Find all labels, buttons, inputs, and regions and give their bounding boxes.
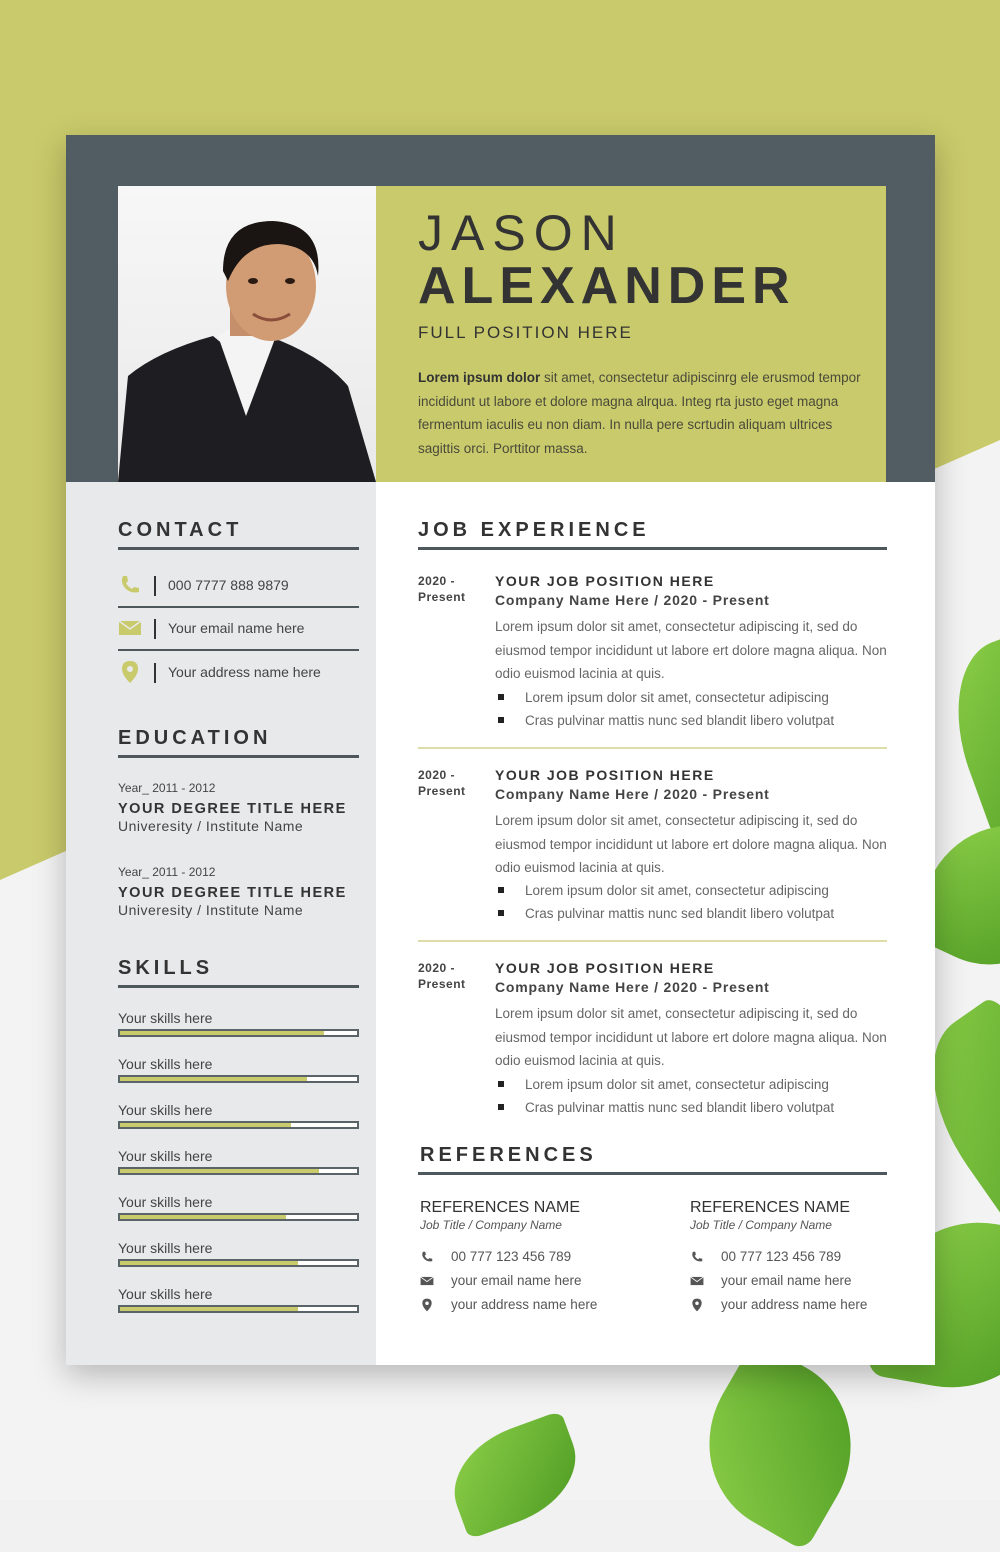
- reference-address-text: your address name here: [721, 1297, 868, 1312]
- contact-separator: [118, 649, 359, 651]
- job-date-end: Present: [418, 590, 466, 604]
- contact-phone: [118, 567, 359, 607]
- skill-item: [118, 1194, 359, 1230]
- contact-address-text: Your address name here: [168, 664, 321, 680]
- job-separator: [418, 747, 887, 749]
- job-date-end: Present: [418, 784, 466, 798]
- job-bullet: [495, 883, 829, 898]
- skill-bar-fill: [120, 1215, 286, 1219]
- reference-phone-text: 00 777 123 456 789: [451, 1249, 572, 1264]
- divider: [154, 619, 156, 639]
- profile-photo: [118, 186, 376, 482]
- skill-label: Your skills here: [118, 1148, 213, 1164]
- reference-phone-text: 00 777 123 456 789: [721, 1249, 842, 1264]
- skills-rule: [118, 985, 359, 988]
- skill-bar-fill: [120, 1307, 298, 1311]
- skill-item: [118, 1102, 359, 1138]
- reference-item: [690, 1199, 900, 1312]
- profile-summary: [418, 366, 868, 460]
- education-item: [118, 865, 368, 918]
- skill-label: Your skills here: [118, 1102, 213, 1118]
- position-title: FULL POSITION HERE: [418, 323, 633, 342]
- bullet-icon: [498, 717, 504, 723]
- bullet-icon: [498, 910, 504, 916]
- job-bullet-text: Cras pulvinar mattis nunc sed blandit libero volutpat: [525, 713, 835, 728]
- job-bullet-text: Lorem ipsum dolor sit amet, consectetur adipiscing: [525, 690, 829, 705]
- contact-email: [118, 610, 359, 650]
- email-icon: [690, 1274, 704, 1288]
- email-icon: [420, 1274, 434, 1288]
- phone-icon: [118, 573, 142, 597]
- job-date-start: 2020 -: [418, 961, 456, 975]
- skill-bar: [118, 1075, 359, 1083]
- phone-icon: [420, 1250, 434, 1264]
- skill-bar: [118, 1259, 359, 1267]
- job-date: [418, 767, 466, 799]
- job-bullet-text: Cras pulvinar mattis nunc sed blandit libero volutpat: [525, 906, 835, 921]
- email-icon: [118, 616, 142, 640]
- contact-separator: [118, 606, 359, 608]
- location-icon: [420, 1298, 434, 1312]
- reference-job: Job Title / Company Name: [690, 1218, 832, 1232]
- person-portrait-icon: [118, 186, 376, 482]
- job-bullet: [495, 713, 834, 728]
- job-bullet: [495, 1100, 834, 1115]
- job-company: Company Name Here / 2020 - Present: [495, 786, 770, 802]
- education-item: [118, 781, 368, 834]
- job-bullet-text: Lorem ipsum dolor sit amet, consectetur adipiscing: [525, 1077, 829, 1092]
- contact-address: [118, 654, 359, 694]
- job-description: Lorem ipsum dolor sit amet, consectetur adipiscing it, sed do eiusmod tempor incididunt ut labore ert dolore magna aliqua. Non odio euismod lacinia at quis.: [495, 813, 887, 875]
- contact-phone-text: 000 7777 888 9879: [168, 577, 289, 593]
- skill-item: [118, 1056, 359, 1092]
- job-title: YOUR JOB POSITION HERE: [495, 767, 715, 783]
- contact-title: CONTACT: [118, 519, 243, 541]
- education-degree: YOUR DEGREE TITLE HERE: [118, 801, 347, 817]
- job-date: [418, 960, 466, 992]
- job-bullet-text: Cras pulvinar mattis nunc sed blandit libero volutpat: [525, 1100, 835, 1115]
- job-company: Company Name Here / 2020 - Present: [495, 592, 770, 608]
- skill-label: Your skills here: [118, 1286, 213, 1302]
- first-name: JASON: [418, 205, 625, 261]
- reference-job: Job Title / Company Name: [420, 1218, 562, 1232]
- education-institute: Univeresity / Institute Name: [118, 902, 304, 918]
- job-title: YOUR JOB POSITION HERE: [495, 573, 715, 589]
- job-company: Company Name Here / 2020 - Present: [495, 979, 770, 995]
- job-bullet: [495, 690, 829, 705]
- contact-rule: [118, 547, 359, 550]
- phone-icon: [690, 1250, 704, 1264]
- education-rule: [118, 755, 359, 758]
- skill-bar-fill: [120, 1123, 291, 1127]
- location-icon: [690, 1298, 704, 1312]
- divider: [154, 576, 156, 596]
- job-date: [418, 573, 466, 605]
- experience-title: JOB EXPERIENCE: [418, 519, 650, 541]
- education-title: EDUCATION: [118, 727, 272, 749]
- skill-bar-fill: [120, 1261, 298, 1265]
- reference-item: [420, 1199, 630, 1312]
- reference-email-text: your email name here: [451, 1273, 582, 1288]
- bullet-icon: [498, 1104, 504, 1110]
- skill-item: [118, 1240, 359, 1276]
- reference-name: REFERENCES NAME: [420, 1199, 581, 1216]
- skill-bar-fill: [120, 1077, 307, 1081]
- summary-text: sit amet, consectetur adipiscinrg ele erusmod tempor incididunt ut labore et dolore magna alrqua. Integ rta justo eget magna fermentum iaculis eu non diam. In nulla pere scrtudin aliquam ultrices sagittis orci. Porttitor massa.: [418, 370, 861, 456]
- bullet-icon: [498, 887, 504, 893]
- skill-label: Your skills here: [118, 1056, 213, 1072]
- summary-lead: Lorem ipsum dolor: [418, 370, 541, 385]
- skill-item: [118, 1010, 359, 1046]
- job-bullet: [495, 1077, 829, 1092]
- skill-bar: [118, 1029, 359, 1037]
- job-separator: [418, 940, 887, 942]
- last-name: ALEXANDER: [418, 257, 796, 315]
- skill-bar-fill: [120, 1031, 324, 1035]
- job-entry: [418, 960, 888, 1120]
- references-title: REFERENCES: [420, 1144, 597, 1166]
- job-bullet: [495, 906, 834, 921]
- job-title: YOUR JOB POSITION HERE: [495, 960, 715, 976]
- education-year: Year_ 2011 - 2012: [118, 865, 216, 879]
- skill-label: Your skills here: [118, 1010, 213, 1026]
- divider: [154, 663, 156, 683]
- education-year: Year_ 2011 - 2012: [118, 781, 216, 795]
- job-entry: [418, 573, 888, 733]
- skill-bar: [118, 1121, 359, 1129]
- location-icon: [118, 660, 142, 684]
- skill-bar: [118, 1305, 359, 1313]
- reference-address-text: your address name here: [451, 1297, 598, 1312]
- skill-bar: [118, 1213, 359, 1221]
- name-panel: [376, 186, 886, 482]
- skill-item: [118, 1148, 359, 1184]
- skill-label: Your skills here: [118, 1240, 213, 1256]
- job-bullet-text: Lorem ipsum dolor sit amet, consectetur adipiscing: [525, 883, 829, 898]
- job-entry: [418, 767, 888, 927]
- skills-title: SKILLS: [118, 957, 214, 979]
- education-degree: YOUR DEGREE TITLE HERE: [118, 885, 347, 901]
- reference-email-text: your email name here: [721, 1273, 852, 1288]
- bullet-icon: [498, 694, 504, 700]
- job-description: Lorem ipsum dolor sit amet, consectetur adipiscing it, sed do eiusmod tempor incididunt ut labore ert dolore magna aliqua. Non odio euismod lacinia at quis.: [495, 619, 887, 681]
- reference-name: REFERENCES NAME: [690, 1199, 851, 1216]
- contact-email-text: Your email name here: [168, 620, 305, 636]
- skill-bar: [118, 1167, 359, 1175]
- bullet-icon: [498, 1081, 504, 1087]
- skill-bar-fill: [120, 1169, 319, 1173]
- experience-rule: [418, 547, 887, 550]
- job-description: Lorem ipsum dolor sit amet, consectetur adipiscing it, sed do eiusmod tempor incididunt ut labore ert dolore magna aliqua. Non odio euismod lacinia at quis.: [495, 1006, 887, 1068]
- job-date-end: Present: [418, 977, 466, 991]
- education-institute: Univeresity / Institute Name: [118, 818, 304, 834]
- job-date-start: 2020 -: [418, 574, 456, 588]
- references-rule: [418, 1172, 887, 1175]
- job-date-start: 2020 -: [418, 768, 456, 782]
- skill-item: [118, 1286, 359, 1322]
- skill-label: Your skills here: [118, 1194, 213, 1210]
- resume-page: [66, 135, 935, 1365]
